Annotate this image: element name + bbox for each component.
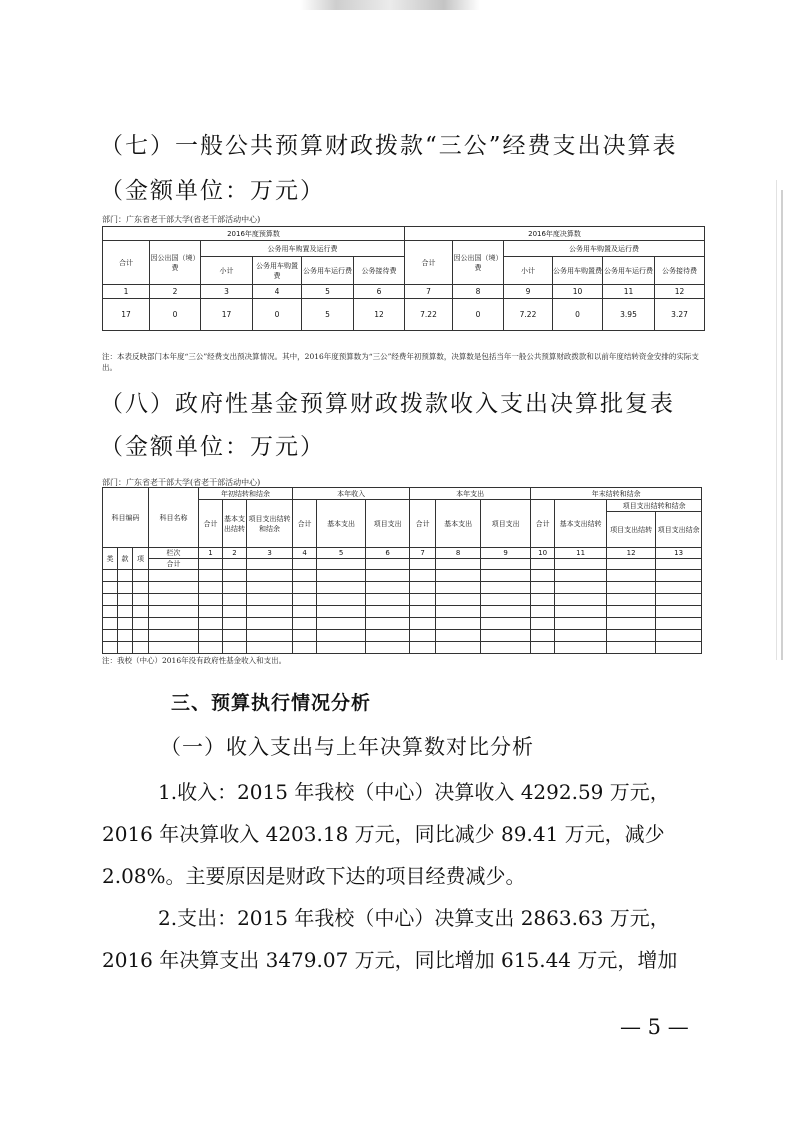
col-number: 2	[150, 285, 201, 299]
paragraph-line: 2.支出：2015 年我校（中心）决算支出 2863.63 万元，	[158, 906, 670, 930]
col-number: 11	[603, 285, 655, 299]
scan-artifact-top	[300, 0, 480, 10]
col-number: 4	[253, 285, 302, 299]
col-project: 项目支出	[366, 500, 410, 548]
paragraph-line: 2016 年决算支出 3479.07 万元，同比增加 615.44 万元，增加	[102, 948, 678, 972]
col-number: 6	[366, 548, 410, 559]
table-row	[103, 618, 702, 630]
col-total: 合计	[103, 241, 150, 285]
cell-value: 0	[553, 299, 603, 331]
col-kuan: 款	[118, 548, 133, 570]
cell-value: 7.22	[504, 299, 553, 331]
paragraph-line: 2.08%。主要原因是财政下达的项目经费减少。	[102, 864, 526, 888]
col-number: 9	[504, 285, 553, 299]
cell-value: 0	[453, 299, 504, 331]
section7-unit: （金额单位：万元）	[100, 178, 325, 204]
col-total: 合计	[293, 500, 317, 548]
section8-unit: （金额单位：万元）	[100, 434, 325, 460]
col-number: 9	[481, 548, 531, 559]
col-number: 12	[607, 548, 656, 559]
row-total-label: 合计	[149, 559, 199, 570]
scan-artifact-edge-2	[776, 180, 777, 660]
col-basic-carry: 基本支出结转	[223, 500, 247, 548]
table-row	[103, 630, 702, 642]
three-public-table	[102, 226, 705, 331]
col-vehicle-group: 公务用车购置及运行费	[201, 241, 405, 257]
col-project: 项目支出	[481, 500, 531, 548]
col-number: 7	[410, 548, 436, 559]
table-row	[103, 582, 702, 594]
col-total: 合计	[405, 241, 453, 285]
col-number: 8	[436, 548, 481, 559]
col-reception: 公务接待费	[354, 257, 405, 285]
col-total: 合计	[531, 500, 555, 548]
col-vehicle-purchase: 公务用车购置费	[253, 257, 302, 285]
section7-title: （七）一般公共预算财政拨款“三公”经费支出决算表	[100, 133, 678, 159]
section8-dept: 部门：广东省老干部大学(省老干部活动中心)	[102, 478, 261, 487]
col-vehicle-run: 公务用车运行费	[603, 257, 655, 285]
col-basic: 基本支出	[317, 500, 366, 548]
group-expense: 本年支出	[410, 488, 531, 500]
col-vehicle-group: 公务用车购置及运行费	[504, 241, 705, 257]
page-number: — 5 —	[620, 1015, 689, 1039]
col-proj-carry-only: 项目支出结转	[607, 512, 656, 548]
col-reception: 公务接待费	[655, 257, 705, 285]
gov-fund-table	[102, 487, 702, 654]
group-end: 年末结转和结余	[531, 488, 702, 500]
cell-value: 5	[302, 299, 354, 331]
group-begin: 年初结转和结余	[199, 488, 293, 500]
col-code: 科目编码	[103, 488, 149, 548]
cell-value: 0	[253, 299, 302, 331]
cell-value: 7.22	[405, 299, 453, 331]
cell-value: 3.27	[655, 299, 705, 331]
col-number: 11	[555, 548, 607, 559]
col-number: 13	[656, 548, 702, 559]
paragraph-line: 2016 年决算收入 4203.18 万元，同比减少 89.41 万元，减少	[102, 822, 665, 846]
col-number: 5	[317, 548, 366, 559]
table-row	[103, 570, 702, 582]
col-number: 3	[247, 548, 293, 559]
section7-note: 注：本表反映部门本年度“三公”经费支出预决算情况。其中，2016年度预算数为“三公”经费年初预算数，决算数是包括当年一般公共预算财政拨款和以前年度结转资金安排的实际支出。	[102, 352, 699, 372]
group-budget: 2016年度预算数	[103, 227, 405, 241]
col-number: 2	[223, 548, 247, 559]
col-vehicle-purchase: 公务用车购置费	[553, 257, 603, 285]
col-number: 10	[531, 548, 555, 559]
cell-value: 17	[201, 299, 253, 331]
col-number: 5	[302, 285, 354, 299]
cell-value: 12	[354, 299, 405, 331]
col-number: 12	[655, 285, 705, 299]
col-number: 10	[553, 285, 603, 299]
cell-value: 3.95	[603, 299, 655, 331]
section3-subheading: （一）收入支出与上年决算数对比分析	[160, 735, 534, 759]
col-overseas: 因公出国（境）费	[453, 241, 504, 285]
col-number: 4	[293, 548, 317, 559]
section8-note: 注：我校（中心）2016年没有政府性基金收入和支出。	[102, 656, 287, 665]
col-number: 3	[201, 285, 253, 299]
col-subtotal: 小计	[504, 257, 553, 285]
table-row	[103, 594, 702, 606]
col-number: 1	[103, 285, 150, 299]
col-xiang: 项	[133, 548, 149, 570]
cell-value: 0	[150, 299, 201, 331]
group-final: 2016年度决算数	[405, 227, 705, 241]
col-proj-surplus: 项目支出结余	[656, 512, 702, 548]
col-total: 合计	[199, 500, 223, 548]
section7-dept: 部门：广东省老干部大学(省老干部活动中心)	[102, 215, 261, 224]
cell-value: 17	[103, 299, 150, 331]
col-number: 1	[199, 548, 223, 559]
col-basic-carry: 基本支出结转	[555, 500, 607, 548]
row-rank-label: 栏次	[149, 548, 199, 559]
col-number: 7	[405, 285, 453, 299]
col-total: 合计	[410, 500, 436, 548]
scan-artifact-edge	[781, 190, 783, 660]
table-row	[103, 642, 702, 654]
section3-heading: 三、预算执行情况分析	[171, 692, 372, 714]
col-proj-carry: 项目支出结转和结余	[247, 500, 293, 548]
paragraph-line: 1.收入：2015 年我校（中心）决算收入 4292.59 万元，	[158, 780, 670, 804]
col-vehicle-run: 公务用车运行费	[302, 257, 354, 285]
col-number: 8	[453, 285, 504, 299]
col-number: 6	[354, 285, 405, 299]
col-proj-group: 项目支出结转和结余	[607, 500, 702, 512]
col-lei: 类	[103, 548, 118, 570]
col-basic: 基本支出	[436, 500, 481, 548]
group-income: 本年收入	[293, 488, 410, 500]
section8-title: （八）政府性基金预算财政拨款收入支出决算批复表	[100, 391, 675, 417]
col-subtotal: 小计	[201, 257, 253, 285]
col-name: 科目名称	[149, 488, 199, 548]
table-row	[103, 606, 702, 618]
col-overseas: 因公出国（境）费	[150, 241, 201, 285]
